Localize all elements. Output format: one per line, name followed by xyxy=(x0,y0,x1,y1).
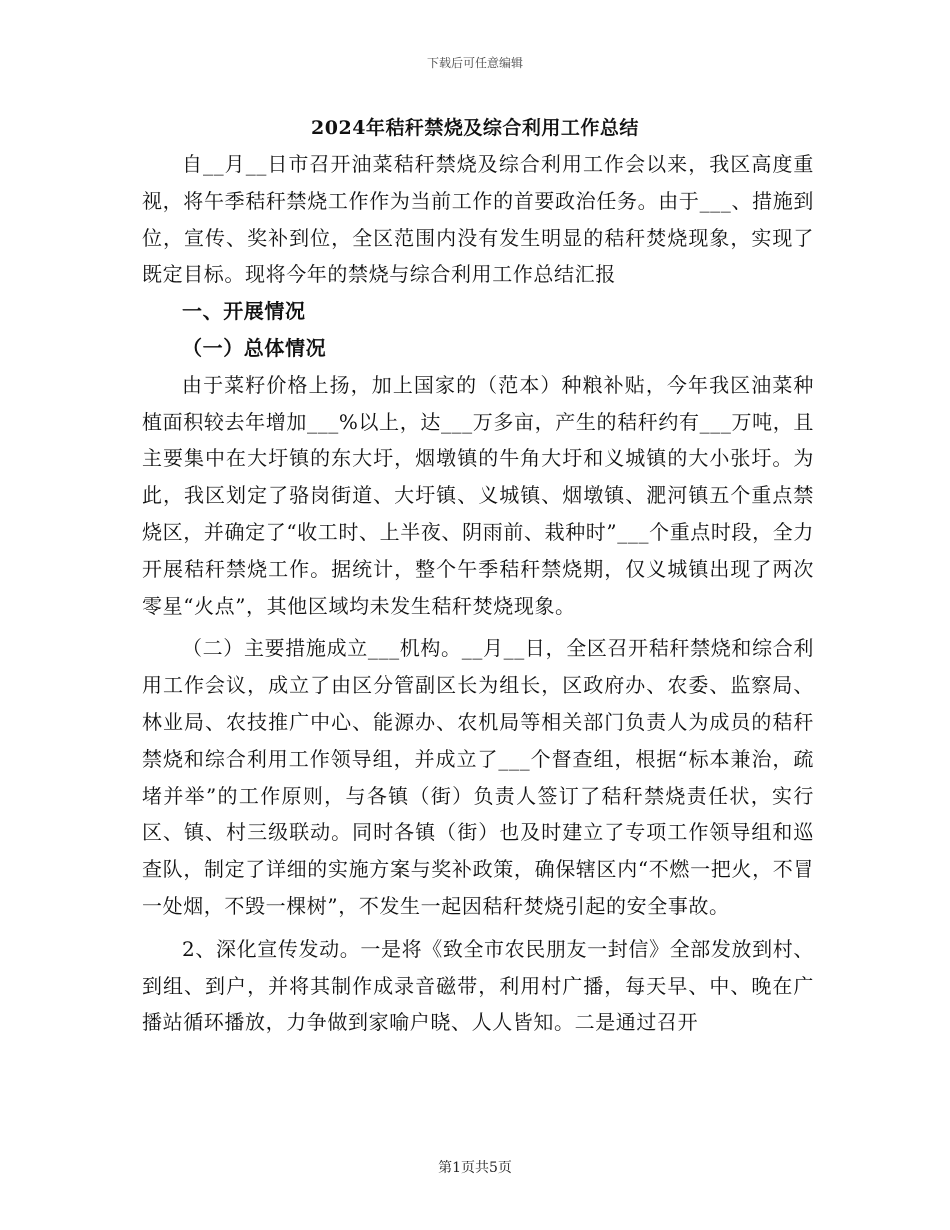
measures-paragraph: （二）主要措施成立___机构。__月__日，全区召开秸秆禁烧和综合利用工作会议，成立了由区分管副区长为组长，区政府办、农委、监察局、林业局、农技推广中心、能源办、农机局等相关部门负责人为成员的秸秆禁烧和综合利用工作领导组，并成立了___个督查组，根据“标本兼治，疏堵并举”的工作原则，与各镇（街）负责人签订了秸秆禁烧责任状，实行区、镇、村三级联动。同时各镇（街）也及时建立了专项工作领导组和巡查队，制定了详细的实施方案与奖补政策，确保辖区内“不燃一把火，不冒一处烟，不毁一棵树”，不发生一起因秸秆焚烧引起的安全事故。 xyxy=(142,636,814,918)
subsection-heading: （一）总体情况 xyxy=(182,335,327,360)
overview-paragraph: 由于菜籽价格上扬，加上国家的（范本）种粮补贴，今年我区油菜种植面积较去年增加___%以上，达___万多亩，产生的秸秆约有___万吨，且主要集中在大圩镇的东大圩，烟墩镇的牛角大圩和义城镇的大小张圩。为此，我区划定了骆岗街道、大圩镇、义城镇、烟墩镇、淝河镇五个重点禁烧区，并确定了“收工时、上半夜、阴雨前、栽种时”___个重点时段，全力开展秸秆禁烧工作。据统计，整个午季秸秆禁烧期，仅义城镇出现了两次零星“火点”，其他区域均未发生秸秆焚烧现象。 xyxy=(142,372,814,618)
intro-paragraph: 自__月__日市召开油菜秸秆禁烧及综合利用工作会以来，我区高度重视，将午季秸秆禁烧工作作为当前工作的首要政治任务。由于___、措施到位，宣传、奖补到位，全区范围内没有发生明显的秸秆焚烧现象，实现了既定目标。现将今年的禁烧与综合利用工作总结汇报 xyxy=(142,152,814,287)
document-body xyxy=(142,146,814,1041)
header-note: 下载后可任意编辑 xyxy=(426,56,523,70)
publicity-paragraph: 2、深化宣传发动。一是将《致全市农民朋友一封信》全部发放到村、到组、到户，并将其制作成录音磁带，利用村广播，每天早、中、晚在广播站循环播放，力争做到家喻户晓、人人皆知。二是通过召开 xyxy=(142,936,814,1035)
page-footer: 第1页共5页 xyxy=(438,1160,512,1176)
section-heading: 一、开展情况 xyxy=(182,299,306,324)
document-title: 2024年秸秆禁烧及综合利用工作总结 xyxy=(311,117,639,139)
